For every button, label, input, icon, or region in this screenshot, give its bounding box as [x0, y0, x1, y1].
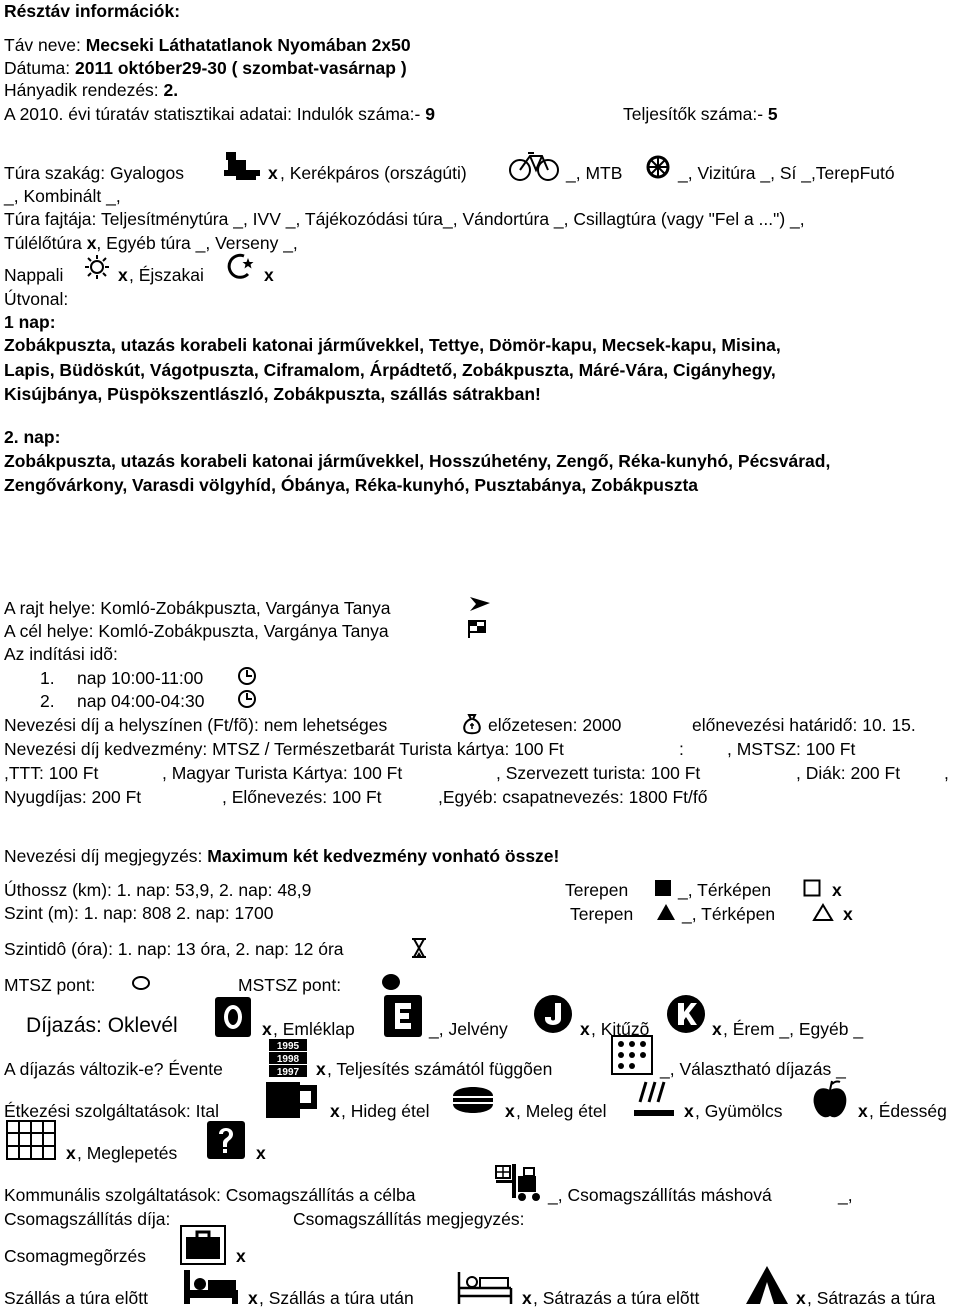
evente-x: x — [316, 1059, 326, 1079]
dijazas-oklevel: Díjazás: Oklevél — [26, 1014, 178, 1037]
kedvezmeny-elonevezes: , Előnevezés: 100 Ft — [222, 787, 382, 807]
inditas-time-2: nap 04:00-04:30 — [77, 691, 205, 711]
datuma: Dátuma: 2011 október29-30 ( szombat-vasárnap ) — [4, 58, 407, 78]
section-heading: Résztáv információk: — [4, 1, 181, 21]
nap1-label: 1 nap: — [4, 312, 56, 332]
tav-neve: Táv neve: Mecseki Láthatatlanok Nyomában 2x50 — [4, 35, 411, 55]
inditas-n2: 2. — [40, 691, 55, 711]
tent-filled-icon — [744, 1264, 790, 1306]
calendar-years-icon — [268, 1038, 308, 1078]
megorzes-x: x — [236, 1246, 246, 1266]
teljesites-fuggoen: , Teljesítés számától függõen — [327, 1059, 553, 1079]
mtsz-pont-label: MTSZ pont: — [4, 975, 96, 995]
oklevel-x: x — [262, 1019, 272, 1039]
tura-szakag-kerekparos: , Kerékpáros (országúti) — [280, 163, 467, 183]
dijazas-kituzo: , Kitűzõ — [591, 1019, 650, 1039]
meglepetes-x: x — [256, 1143, 266, 1163]
filled-triangle-icon — [656, 903, 676, 921]
ejszakai-label: , Éjszakai — [129, 265, 204, 285]
apple-icon — [810, 1078, 850, 1122]
nevezes-hatarido: előnevezési határidő: 10. 15. — [692, 715, 916, 735]
inditas-time-1: nap 10:00-11:00 — [77, 668, 204, 688]
kituzo-icon — [666, 994, 706, 1034]
etkezes-gyumolcs: , Gyümölcs — [695, 1101, 783, 1121]
empty-square-icon — [803, 879, 821, 897]
kituzo-x: x — [712, 1019, 722, 1039]
uthossz-terepen: Terepen — [565, 880, 629, 900]
kedvezmeny-mtk: , Magyar Turista Kártya: 100 Ft — [162, 763, 403, 783]
sandwich-icon — [450, 1082, 496, 1118]
year-label: 1998 — [276, 1054, 300, 1065]
emleklap-icon — [383, 994, 423, 1038]
tura-szakag-mtb: _, MTB — [566, 163, 623, 183]
szint-terepen: Terepen — [570, 904, 634, 924]
csomagszallitas-megjegyzes: Csomagszállítás megjegyzés: — [293, 1209, 525, 1229]
kedvezmeny-mstsz: , MSTSZ: 100 Ft — [727, 739, 856, 759]
tura-fajtaja: Túra fajtája: Teljesítménytúra _, IVV _, Tájékozódási túra_, Vándortúra _, Csillagtúra (vagy "Fel a ...") _, — [4, 209, 805, 229]
etkezes-meleg: , Meleg étel — [516, 1101, 607, 1121]
clock-icon — [236, 665, 258, 687]
etkezes-ital: Étkezési szolgáltatások: Ital — [4, 1101, 219, 1121]
bed-filled-icon — [182, 1266, 240, 1306]
valaszthato-dijazas: _, Választható díjazás _ — [660, 1059, 846, 1079]
money-bag-icon — [462, 713, 482, 735]
bicycle-icon — [508, 150, 560, 182]
moon-star-icon — [226, 252, 256, 280]
hideg-x: x — [505, 1101, 515, 1121]
jelveny-x: x — [580, 1019, 590, 1039]
nap1-route-line: Lapis, Büdöskút, Vágotpuszta, Ciframalom, Árpádtető, Zobákpuszta, Máré-Vára, Cigányhegy, — [4, 360, 776, 380]
kedvezmeny-ttt: ,TTT: 100 Ft — [4, 763, 99, 783]
jelveny-icon — [533, 994, 573, 1034]
etkezes-hideg: , Hideg étel — [341, 1101, 430, 1121]
empty-triangle-icon — [812, 903, 834, 921]
szallas-tura-utan: , Szállás a túra után — [259, 1288, 414, 1308]
nap1-route-line: Kisújbánya, Püspökszentlászló, Zobákpuszta, szállás sátrakban! — [4, 384, 541, 404]
kedvezmeny-diak: , Diák: 200 Ft — [796, 763, 901, 783]
nap2-label: 2. nap: — [4, 427, 61, 447]
dijazas-erem-egyeb: , Érem _, Egyéb _ — [723, 1019, 864, 1039]
ital-x: x — [330, 1101, 340, 1121]
uthossz-x: x — [832, 880, 842, 900]
tura-fajtaja-2: Túlélőtúra x, Egyéb túra _, Verseny _, — [4, 233, 298, 253]
ejszakai-x: x — [264, 265, 274, 285]
inditas-n1: 1. — [40, 668, 55, 688]
clock-icon — [236, 688, 258, 710]
hanyadik-rendezes: Hányadik rendezés: 2. — [4, 80, 179, 100]
kedvezmeny-line1: Nevezési díj kedvezmény: MTSZ / Természetbarát Turista kártya: 100 Ft — [4, 739, 564, 759]
gyumolcs-x: x — [858, 1101, 868, 1121]
inditas-label: Az indítási idõ: — [4, 644, 118, 664]
kedvezmeny-colon: : — [679, 739, 684, 759]
csomagmegorzes: Csomagmegõrzés — [4, 1246, 146, 1266]
gyalogos-x: x — [268, 163, 278, 183]
diploma-icon — [214, 996, 252, 1038]
tura-szakag-gyalogos: Túra szakág: Gyalogos — [4, 163, 184, 183]
luggage-icon — [180, 1225, 226, 1265]
nap2-route-line: Zobákpuszta, utazás korabeli katonai járművekkel, Hosszúhetény, Zengő, Réka-kunyhó, Pécsvárad, — [4, 451, 831, 471]
szallas-tura-elott: Szállás a túra elõtt — [4, 1288, 148, 1308]
mstsz-pont-label: MSTSZ pont: — [238, 975, 342, 995]
empty-circle-icon — [130, 974, 152, 992]
satrazas-tura-utan: , Sátrazás a túra — [807, 1288, 936, 1308]
utvonal-label: Útvonal: — [4, 289, 69, 309]
etkezes-meglepetes: , Meglepetés — [77, 1143, 178, 1163]
csomagszallitas-comma: _, — [838, 1185, 853, 1205]
kedvezmeny-szervezett: , Szervezett turista: 100 Ft — [496, 763, 701, 783]
counter-grid-icon — [611, 1035, 653, 1075]
etkezes-edesseg: , Édesség — [869, 1101, 947, 1121]
tura-szakag-egyeb: _, Vizitúra _, Sí _,TerepFutó — [678, 163, 895, 183]
start-flag-icon — [468, 595, 492, 617]
year-label: 1995 — [276, 1041, 300, 1052]
hot-plate-icon — [632, 1078, 676, 1122]
filled-square-icon — [654, 879, 672, 897]
szallas-elott-x: x — [248, 1288, 258, 1308]
chocolate-icon — [6, 1120, 56, 1160]
sun-icon — [84, 254, 110, 280]
uthossz: Úthossz (km): 1. nap: 53,9, 2. nap: 48,9 — [4, 880, 312, 900]
kedvezmeny-nyugdijas: Nyugdíjas: 200 Ft — [4, 787, 142, 807]
hourglass-icon — [410, 937, 428, 959]
teljesitok: Teljesítők száma:- 5 — [623, 104, 778, 124]
rajt-helye: A rajt helye: Komló-Zobákpuszta, Vargánya Tanya — [4, 598, 391, 618]
nappali-label: Nappali — [4, 265, 64, 285]
finish-flag-icon — [466, 618, 488, 640]
satrazas-tura-elott: , Sátrazás a túra elõtt — [533, 1288, 700, 1308]
cel-helye: A cél helye: Komló-Zobákpuszta, Vargánya Tanya — [4, 621, 389, 641]
kedvezmeny-comma: , — [944, 763, 949, 783]
nevezes-elozetesen: előzetesen: 2000 — [488, 715, 622, 735]
mug-icon — [262, 1080, 322, 1120]
satrazas-elott-x: x — [796, 1288, 806, 1308]
csomagszallitas-mashova: _, Csomagszállítás máshová — [548, 1185, 772, 1205]
mtb-wheel-icon — [646, 155, 670, 179]
csomagszallitas-dija: Csomagszállítás díja: — [4, 1209, 171, 1229]
year-label: 1997 — [276, 1067, 300, 1078]
statisztika: A 2010. évi túratáv statisztikai adatai: Indulók száma:- 9 — [4, 104, 435, 124]
dijazas-valtozik: A díjazás változik-e? Évente — [4, 1059, 223, 1079]
dijazas-jelveny: _, Jelvény — [429, 1019, 508, 1039]
filled-circle-icon — [380, 972, 402, 992]
szintido: Szintidô (óra): 1. nap: 13 óra, 2. nap: 12 óra — [4, 939, 344, 959]
meleg-x: x — [684, 1101, 694, 1121]
dijazas-emleklap: , Emléklap — [273, 1019, 355, 1039]
tura-szakag-kombinalt: _, Kombinált _, — [4, 186, 121, 206]
nappali-x: x — [118, 265, 128, 285]
kedvezmeny-egyeb: ,Egyéb: csapatnevezés: 1800 Ft/fő — [438, 787, 708, 807]
nap2-route-line: Zengővárkony, Varasdi völgyhíd, Óbánya, Réka-kunyhó, Pusztabánya, Zobákpuszta — [4, 475, 699, 495]
szint-x: x — [843, 904, 853, 924]
szallas-utan-x: x — [522, 1288, 532, 1308]
nap1-route-line: Zobákpuszta, utazás korabeli katonai járművekkel, Tettye, Dömör-kapu, Mecsek-kapu, Misina, — [4, 335, 781, 355]
szint-terkepen: _, Térképen — [682, 904, 776, 924]
forklift-icon — [494, 1162, 544, 1204]
uthossz-terkepen: _, Térképen — [678, 880, 772, 900]
bed-outline-icon — [456, 1266, 514, 1306]
nevezes-helyszinen: Nevezési díj a helyszínen (Ft/fõ): nem lehetséges — [4, 715, 388, 735]
szint: Szint (m): 1. nap: 808 2. nap: 1700 — [4, 903, 274, 923]
hiker-icon — [222, 150, 262, 182]
question-box-icon — [206, 1120, 246, 1160]
nevezes-megjegyzes: Nevezési díj megjegyzés: Maximum két kedvezmény vonható össze! — [4, 846, 560, 866]
edesseg-x: x — [66, 1143, 76, 1163]
csomagszallitas-celba: Kommunális szolgáltatások: Csomagszállítás a célba — [4, 1185, 416, 1205]
